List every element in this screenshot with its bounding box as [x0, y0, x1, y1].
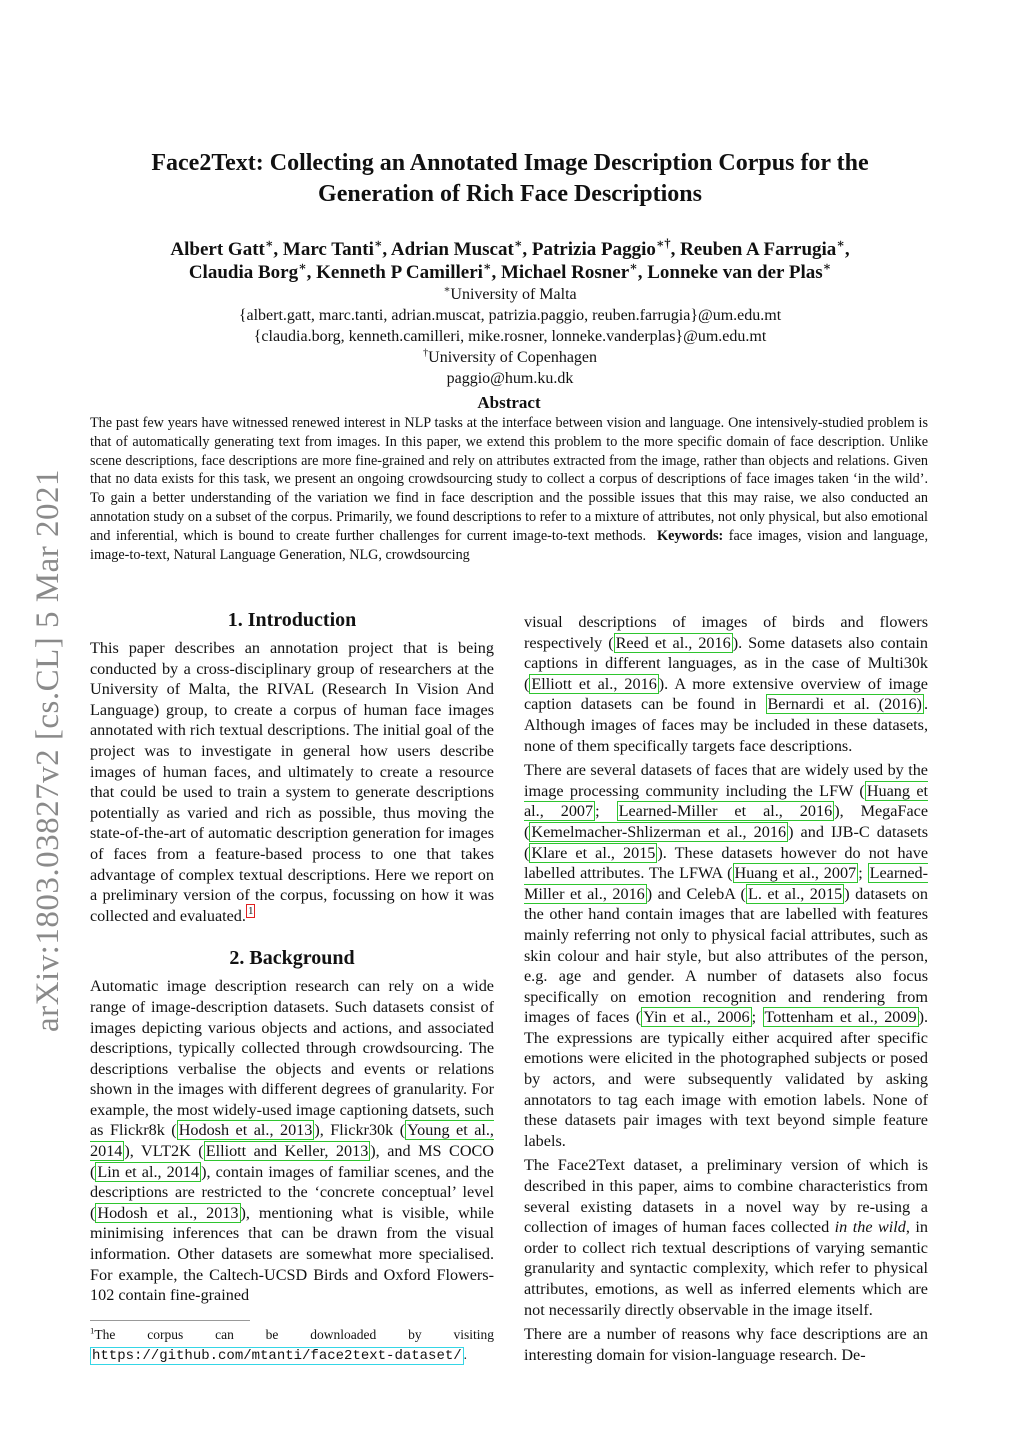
face-datasets-paragraph [524, 760, 928, 1151]
text-run: ), Flickr30k ( [314, 1121, 406, 1140]
author-name: Kenneth P Camilleri [316, 262, 483, 283]
author-name: Marc Tanti [282, 239, 374, 260]
author-name: Adrian Muscat [390, 239, 514, 260]
email-3: paggio@hum.ku.dk [446, 370, 574, 387]
affiliation-name: University of Malta [450, 286, 577, 303]
text-run: ), MegaFace ( [524, 802, 928, 841]
citation-link[interactable]: Reed et al., 2016 [615, 633, 731, 652]
citation-link[interactable]: Learned-Miller et al., 2016 [524, 864, 928, 903]
abstract-body [90, 414, 928, 564]
author-sep: , [306, 262, 317, 283]
affiliation-copenhagen [100, 347, 920, 368]
text-run: , in order to collect rich textual descriptions of varying semantic granularity and syntactic complexity, which refer to physical attributes, emotions, as well as inferred elements which are not necessarily directly observable in the image itself. [524, 1218, 928, 1319]
section-heading-background: 2. Background [229, 947, 355, 970]
reasons-paragraph: There are a number of reasons why face descriptions are an interesting domain for vision-language research. De- [524, 1325, 928, 1364]
footnote-mark: 1 [90, 1325, 95, 1336]
text-run: The Face2Text dataset, a preliminary version of which is described in this paper, aims to combine characteristics from several existing datasets in a novel way by re-using a collection of images of human faces collected [524, 1156, 928, 1237]
affil-mark: ∗ [264, 236, 274, 251]
author-name: Reuben A Farrugia [680, 239, 837, 260]
citation-link[interactable]: Huang et al., 2007 [734, 864, 857, 883]
citation-link[interactable]: Klare et al., 2015 [531, 843, 656, 862]
affil-mark: ∗ [443, 284, 451, 296]
affil-mark: ∗ [629, 259, 638, 274]
citation-link[interactable]: Hodosh et al., 2013 [178, 1121, 313, 1140]
paper-title [120, 148, 900, 210]
affiliation-malta [100, 284, 920, 305]
author-name: Albert Gatt [170, 239, 265, 260]
citation-link[interactable]: L. et al., 2015 [747, 884, 843, 903]
author-sep: , [522, 239, 532, 260]
affiliations [100, 284, 920, 389]
text-run: ) datasets on the other hand contain images that are labelled with features mainly referring not only to physical facial attributes, such as skin colour and hair style, but also attributes of the person, e.g. age and gender. A number of datasets also focus specifically on emotion recognition and rendering from images of faces ( [524, 884, 928, 1027]
text-run: ). A more extensive overview of image caption datasets can be found in [524, 674, 928, 714]
face2text-paragraph [524, 1155, 928, 1320]
citation-link[interactable]: Hodosh et al., 2013 [97, 1203, 239, 1222]
text-run: ). The expressions are typically either acquired after specific emotions were elicited in the photographed subjects or posed by actors, and were subsequently validated by asking annotators to tag each image with emotion labels. None of these datasets pair images with text beyond simple feature labels. [524, 1008, 929, 1150]
affil-mark: ∗ [822, 259, 832, 274]
keywords-label: Keywords: [657, 527, 724, 544]
footnote-end: . [463, 1347, 468, 1362]
text-run: There are several datasets of faces that are widely used by the image processing community including the LFW ( [524, 761, 928, 800]
affiliation-name: University of Copenhagen [428, 349, 598, 366]
text-run: ) and CelebA ( [646, 884, 746, 903]
citation-link[interactable]: Tottenham et al., 2009 [764, 1008, 917, 1027]
keywords: face images, vision and language, image-to-text, Natural Language Generation, NLG, crowdsourcing [90, 527, 928, 563]
title-line-1: Face2Text: Collecting an Annotated Image Description Corpus for the [151, 150, 869, 176]
text-run: Automatic image description research can rely on a wide range of image-description datasets. Such datasets consist of images depicting various objects and actions, and associated descriptions, typically collected through crowdsourcing. The descriptions verbalise the objects and events or relations shown in the images with different degrees of granularity. For example, the most widely-used image captioning datsets, such as Flickr8k ( [90, 977, 494, 1140]
left-column [90, 608, 494, 1310]
author-sep: , [844, 239, 850, 260]
affil-mark: ∗ [836, 236, 845, 251]
author-sep: , [637, 262, 648, 283]
citation-link[interactable]: Elliott et al., 2016 [531, 674, 657, 693]
background-paragraph [90, 976, 494, 1306]
email-list-2: {claudia.borg, kenneth.camilleri, mike.rosner, lonneke.vanderplas}@um.edu.mt [253, 328, 767, 345]
email-list-1: {albert.gatt, marc.tanti, adrian.muscat, patrizia.paggio, reuben.farrugia}@um.edu.mt [238, 307, 782, 324]
affil-mark: ∗ [482, 259, 492, 274]
text-run: visual descriptions of images of birds and flowers respectively ( [524, 613, 928, 652]
arxiv-id: arXiv:1803.03827v2 [cs.CL] 5 Mar 2021 [29, 468, 66, 1032]
dataset-url-link[interactable]: https://github.com/mtanti/face2text-dataset/ [92, 1348, 462, 1364]
affil-mark: † [422, 347, 429, 359]
author-name: Claudia Borg [188, 262, 299, 283]
author-name: Lonneke van der Plas [647, 262, 823, 283]
author-name: Patrizia Paggio [531, 239, 656, 260]
right-column [524, 612, 928, 1369]
affil-mark: ∗ [513, 236, 523, 251]
footnote-link[interactable]: 1 [247, 905, 254, 918]
footnote-rule [90, 1320, 250, 1321]
author-name: Michael Rosner [500, 262, 630, 283]
citation-link[interactable]: Yin et al., 2006 [643, 1008, 750, 1027]
citation-link[interactable]: Lin et al., 2014 [97, 1162, 200, 1181]
text-run: ) and IJB-C datasets ( [524, 822, 928, 862]
text-run: ), VLT2K ( [124, 1142, 204, 1161]
text-run: . Although images of faces may be included in these datasets, none of them specifically targets face descriptions. [524, 695, 928, 755]
text-run: ), contain images of familiar scenes, and the descriptions are restricted to the ‘concrete conceptual’ level ( [90, 1162, 494, 1222]
affil-mark: ∗ [298, 259, 307, 274]
citation-link[interactable]: Learned-Miller et al., 2016 [618, 802, 833, 821]
affil-mark: ∗ [373, 236, 383, 251]
citation-link[interactable]: Huang et al., 2007 [524, 781, 928, 821]
citation-link[interactable]: Bernardi et al. (2016) [767, 695, 922, 714]
text-run: ; [595, 802, 617, 821]
citation-link[interactable]: Kemelmacher-Shlizerman et al., 2016 [531, 822, 787, 841]
footnote [90, 1325, 494, 1366]
author-sep: , [382, 239, 391, 260]
text-run: ). Some datasets also contain captions in different languages, as in the case of Multi30k ( [524, 633, 929, 693]
text-run: ), mentioning what is visible, while minimising inferences that can be drawn from the visual information. Other datasets are somewhat more specialised. For example, the Caltech-UCSD Birds and Oxford Flowers-102 contain fine-grained [90, 1203, 494, 1305]
arxiv-stamp [22, 455, 74, 1045]
author-line-1 [100, 238, 920, 261]
title-line-2: Generation of Rich Face Descriptions [318, 181, 702, 207]
emphasis: in the wild [834, 1218, 906, 1237]
footnote-text: The corpus can be downloaded by visiting [94, 1327, 494, 1342]
background-paragraph-cont [524, 612, 928, 756]
text-run: ). These datasets however do not have labelled attributes. The LFWA ( [524, 843, 929, 883]
citation-link[interactable]: Young et al., 2014 [90, 1121, 494, 1161]
text-run: ; [858, 864, 868, 883]
author-sep: , [491, 262, 501, 283]
abstract-heading: Abstract [477, 393, 541, 412]
text-run: ), and MS COCO ( [90, 1142, 495, 1181]
author-sep: , [273, 239, 283, 260]
author-list [100, 238, 920, 284]
author-sep: , [670, 239, 681, 260]
abstract-text: The past few years have witnessed renewed interest in NLP tasks at the interface between vision and language. One intensively-studied problem is that of automatically generating text from images. In this paper, we extend this problem to the more specific domain of face description. Unlike scene descriptions, face descriptions are more fine-grained and rely on attributes extracted from the image, rather than objects and relations. Given that no data exists for this task, we present an ongoing crowdsourcing study to collect a corpus of descriptions of face images taken ‘in the wild’. To gain a better understanding of the variation we find in face description and the possible issues that this may raise, we also conducted an annotation study on a subset of the corpus. Primarily, we found descriptions to refer to a mixture of attributes, not only physical, but also emotional and inferential, which is bound to create further challenges for current image-to-text methods. [90, 415, 928, 544]
text-run: ; [751, 1008, 763, 1027]
section-heading-introduction: 1. Introduction [227, 609, 357, 631]
citation-link[interactable]: Elliott and Keller, 2013 [205, 1142, 369, 1161]
intro-text: This paper describes an annotation project that is being conducted by a cross-disciplinary group of researchers at the University of Malta, the RIVAL (Research In Vision And Language) group, to create a corpus of human face images annotated with rich textual descriptions. The initial goal of the project was to investigate in general how users describe images of human faces, and ultimately to create a resource that could be used to train a system to generate descriptions potentially as varied and rich as possible, thus moving the state-of-the-art of automatic description generation for images of faces from a feature-based process to one that takes advantage of complex textual descriptions. Here we report on a preliminary version of the corpus, focussing on how it was collected and evaluated. [90, 639, 494, 925]
affil-mark: ∗† [655, 236, 671, 251]
intro-paragraph [90, 638, 494, 926]
author-line-2 [100, 261, 920, 284]
